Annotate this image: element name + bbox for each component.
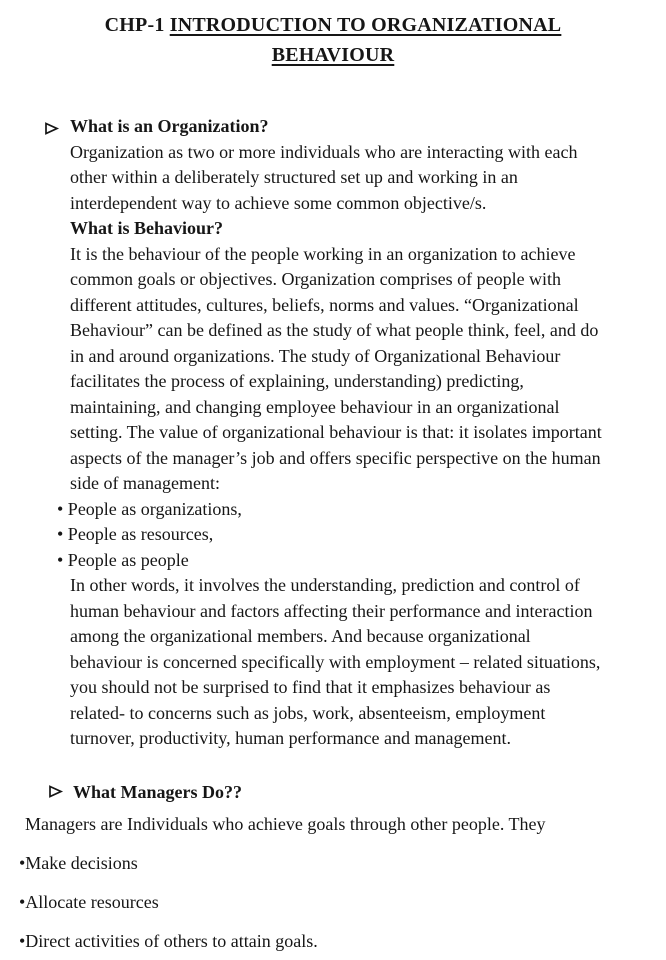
text-line: Organization as two or more individuals who are interacting with each <box>70 141 578 162</box>
text-line: facilitates the process of explaining, understanding) predicting, <box>70 371 524 391</box>
text-line: interdependent way to achieve some common objective/s. <box>70 192 487 213</box>
chapter-label: CHP-1 <box>104 14 170 36</box>
text-line: side of management: <box>70 473 220 493</box>
title-text-line-1: INTRODUCTION TO ORGANIZATIONAL <box>169 14 562 36</box>
text-line: •Allocate resources <box>19 891 159 912</box>
organization-text-block <box>57 114 666 752</box>
text-line: • People as resources, <box>57 524 214 544</box>
text-line: different attitudes, cultures, beliefs, norms and values. “Organizational <box>70 294 579 315</box>
title-text-line-2: BEHAVIOUR <box>271 44 395 66</box>
text-line: •Make decisions <box>19 852 138 873</box>
text-line: What is Behaviour? <box>70 218 224 238</box>
arrow-bullet-icon <box>44 120 60 141</box>
text-line: •Direct activities of others to attain goals. <box>19 930 318 951</box>
text-line: • People as organizations, <box>57 498 242 519</box>
text-line: What is an Organization? <box>70 116 269 136</box>
text-line: • People as people <box>57 549 189 570</box>
text-line: related- to concerns such as jobs, work, absenteeism, employment <box>70 702 546 723</box>
text-line: In other words, it involves the understanding, prediction and control of <box>70 575 580 595</box>
text-line: turnover, productivity, human performance and management. <box>70 728 511 748</box>
heading-what-managers-do: What Managers Do?? <box>73 781 242 802</box>
managers-text-block <box>0 811 666 954</box>
section-what-is-organization <box>0 114 666 752</box>
page-title <box>0 0 666 70</box>
text-line: Behaviour” can be defined as the study of what people think, feel, and do <box>70 320 599 340</box>
text-line: common goals or objectives. Organization comprises of people with <box>70 269 562 289</box>
section-what-managers-do <box>0 752 666 954</box>
arrow-bullet-icon <box>48 783 64 804</box>
text-line: Managers are Individuals who achieve goals through other people. They <box>25 813 546 834</box>
text-line: It is the behaviour of the people working in an organization to achieve <box>70 243 576 264</box>
text-line: human behaviour and factors affecting their performance and interaction <box>70 600 593 621</box>
text-line: maintaining, and changing employee behaviour in an organizational <box>70 396 560 417</box>
title-line-2 <box>0 40 666 70</box>
text-line: setting. The value of organizational behaviour is that: it isolates important <box>70 422 602 442</box>
text-line: you should not be surprised to find that it emphasizes behaviour as <box>70 677 551 697</box>
text-line: behaviour is concerned specifically with employment – related situations, <box>70 651 601 672</box>
text-line: among the organizational members. And because organizational <box>70 626 531 646</box>
text-line: aspects of the manager’s job and offers specific perspective on the human <box>70 447 601 468</box>
text-line: other within a deliberately structured set up and working in an <box>70 167 518 187</box>
title-line-1 <box>0 10 666 40</box>
text-line: in and around organizations. The study of Organizational Behaviour <box>70 345 561 366</box>
